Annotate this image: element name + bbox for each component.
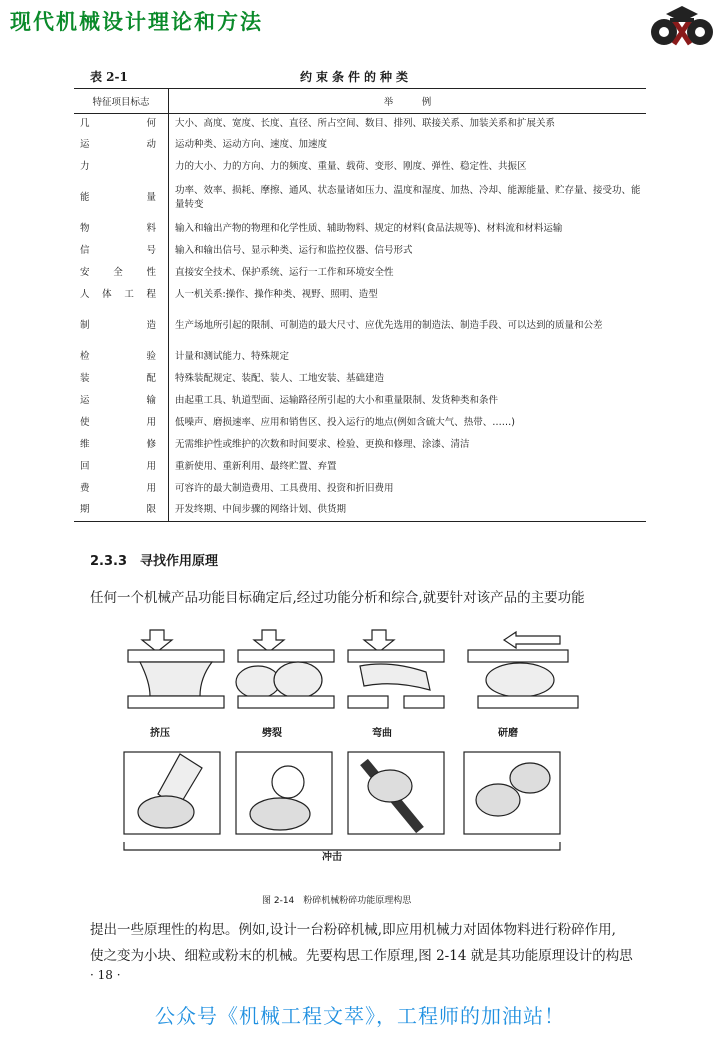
feature-cell: 信号 [74,240,169,262]
table-row [74,284,646,306]
figure-label-grind: 研磨 [498,728,518,739]
feature-cell: 期限 [74,500,169,522]
feature-cell: 力 [74,156,169,178]
example-cell: 计量和测试能力、特殊规定 [175,350,290,362]
example-cell: 重新使用、重新利用、最终贮置、弃置 [175,460,337,472]
paragraph-line: 提出一些原理性的构思。例如,设计一台粉碎机械,即应用机械力对固体物料进行粉碎作用, [90,922,616,938]
table-row [74,114,646,134]
example-cell: 力的大小、力的方向、力的频度、重量、载荷、变形、刚度、弹性、稳定性、共振区 [175,160,527,172]
table-row [74,346,646,368]
footer-banner: 公众号《机械工程文萃》，工程师的加油站！ [155,1004,565,1028]
bend-diagram [348,630,444,708]
table-row [74,306,646,346]
table-row [74,456,646,478]
feature-cell: 检验 [74,346,169,368]
feature-cell: 几何 [74,114,169,134]
paragraph-line: 使之变为小块、细粒或粉末的机械。先要构思工作原理,图 2-14 就是其功能原理设计的构思 [90,948,633,964]
feature-cell: 运输 [74,390,169,412]
feature-cell: 能量 [74,178,169,218]
column-header-example: 举 例 [169,89,647,114]
impact-diagram-3 [348,752,444,834]
example-cell: 直接安全技术、保护系统、运行一工作和环境安全性 [175,266,394,278]
grind-diagram [468,632,578,708]
example-cell: 人一机关系:操作、操作种类、视野、照明、造型 [175,288,378,300]
table-body [74,114,646,522]
example-cell: 生产场地所引起的限制、可制造的最大尺寸、应优先选用的制造法、制造手段、可以达到的质量和公差 [175,319,603,331]
crushing-principle-figure [120,626,590,866]
table-row [74,240,646,262]
split-diagram [236,630,334,708]
paragraph-line: 任何一个机械产品功能目标确定后,经过功能分析和综合,就要针对该产品的主要功能 [90,590,585,606]
impact-diagram-1 [124,752,220,834]
figure-caption: 图 2-14 粉碎机械粉碎功能原理构思 [262,896,412,906]
page-number: · 18 · [90,968,121,982]
impact-diagram-4 [464,752,560,834]
table-row [74,434,646,456]
table-row [74,412,646,434]
feature-cell: 维修 [74,434,169,456]
table-row [74,178,646,218]
table-number: 表 2-1 [90,70,128,84]
squeeze-diagram [128,630,224,708]
example-cell: 输入和输出产物的物理和化学性质、辅助物料、规定的材料(食品法规等)、材料流和材料运输 [175,222,563,234]
table-row [74,390,646,412]
figure-label-impact: 冲击 [322,852,342,863]
feature-cell: 安全性 [74,262,169,284]
feature-cell: 人体工程 [74,284,169,306]
table-row [74,156,646,178]
table-title: 约束条件的种类 [300,70,413,84]
example-cell: 开发终期、中间步骤的网络计划、供货期 [169,500,647,522]
table-row [74,262,646,284]
feature-cell: 物料 [74,218,169,240]
table-row [74,218,646,240]
feature-cell: 装配 [74,368,169,390]
header-title: 现代机械设计理论和方法 [10,10,263,34]
table-row [74,500,646,522]
figure-label-split: 劈裂 [262,728,282,739]
logo-icon [648,4,716,48]
table-row [74,478,646,500]
example-cell: 运动种类、运动方向、速度、加速度 [175,138,328,150]
example-cell: 大小、高度、宽度、长度、直径、所占空间、数目、排列、联接关系、加装关系和扩展关系 [175,117,556,129]
figure-label-bend: 弯曲 [372,728,392,739]
constraints-table [74,88,646,522]
example-cell: 可容许的最大制造费用、工具费用、投资和折旧费用 [175,482,394,494]
figure-label-squeeze: 挤压 [150,728,170,739]
feature-cell: 回用 [74,456,169,478]
example-cell: 输入和输出信号、显示种类、运行和监控仪器、信号形式 [175,244,413,256]
feature-cell: 运动 [74,134,169,156]
feature-cell: 费用 [74,478,169,500]
example-cell: 由起重工具、轨道型面、运输路径所引起的大小和重量限制、发货种类和条件 [175,394,499,406]
example-cell: 低噪声、磨损速率、应用和销售区、投入运行的地点(例如含硫大气、热带、……) [175,416,515,428]
example-cell: 特殊装配规定、装配、装人、工地安装、基础建造 [175,372,385,384]
table-row [74,368,646,390]
column-header-feature: 特征项目标志 [74,89,169,114]
example-cell: 无需维护性或维护的次数和时间要求、检验、更换和修理、涂漆、清洁 [175,438,470,450]
feature-cell: 制造 [74,306,169,346]
example-cell: 功率、效率、损耗、摩擦、通风、状态量诸如压力、温度和湿度、加热、冷却、能源能量、贮存量、接受功、能量转变 [175,184,641,210]
feature-cell: 使用 [74,412,169,434]
section-heading: 2.3.3 寻找作用原理 [90,554,219,569]
table-row [74,134,646,156]
impact-diagram-2 [236,752,332,834]
